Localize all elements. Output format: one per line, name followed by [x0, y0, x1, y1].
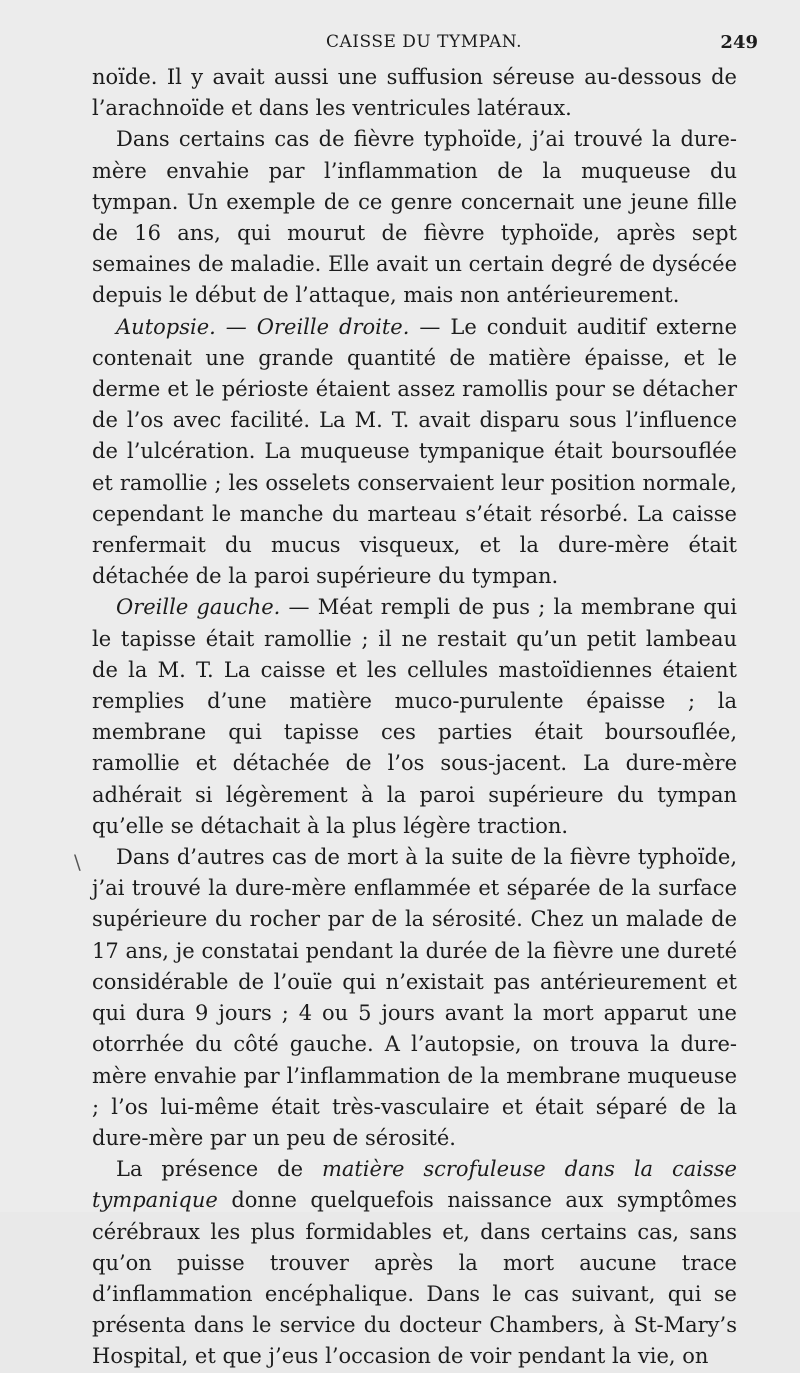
paragraph-text: — Le conduit auditif externe contenait une grande quantité de matière épaisse, et le derme et le périoste étaient assez ramollis pour se détacher de l’os avec facilité. La M. T. avait disparu sous l’influence de l’ulcération. La muqueuse tympanique était boursouflée et ramollie ; les osselets conservaient leur position normale, cependant le manche du marteau s’était résorbé. La caisse renfermait du mucus visqueux, et la dure-mère était détachée de la paroi supérieure du tympan. — [92, 314, 738, 589]
paragraph-lead-italic: Autopsie. — Oreille droite. — [116, 314, 410, 339]
paragraph-typhoid-case — [92, 124, 737, 311]
paragraph-left-ear — [92, 592, 737, 842]
paragraph-other-cases — [92, 842, 737, 1154]
paragraph-italic-phrase: matière scrofuleuse dans la caisse tympanique — [92, 1157, 737, 1213]
paragraph-text: — Méat rempli de pus ; la membrane qui le tapisse était ramollie ; il ne restait qu’un petit lambeau de la M. T. La caisse et les cellules mastoïdiennes étaient remplies d’une matière muco-purulente épaisse ; la membrane qui tapisse ces parties était boursouflée, ramollie et détachée de l’os sous-jacent. La dure-mère adhérait si légèrement à la paroi supérieure du tympan qu’elle se détachait à la plus légère traction. — [92, 595, 737, 838]
paragraph-text: Dans certains cas de fièvre typhoïde, j’ai trouvé la dure-mère envahie par l’inflammation de la muqueuse du tympan. Un exemple de ce genre concernait une jeune fille de 16 ans, qui mourut de fièvre typhoïde, après sept semaines de maladie. Elle avait un certain degré de dysécée depuis le début de l’attaque, mais non antérieurement. — [92, 127, 737, 308]
paragraph-text: Dans d’autres cas de mort à la suite de la fièvre typhoïde, j’ai trouvé la dure-mère enflammée et séparée de la surface supérieure du rocher par de la sérosité. Chez un malade de 17 ans, je constatai pendant la durée de la fièvre une dureté considérable de l’ouïe qui n’existait pas antérieurement et qui dura 9 jours ; 4 ou 5 jours avant la mort apparut une otorrhée du côté gauche. A l’autopsie, on trouva la dure-mère envahie par l’inflammation de la membrane muqueuse ; l’os lui-même était très-vasculaire et était séparé de la dure-mère par un peu de sérosité. — [92, 845, 737, 1150]
paragraph-scrofulous-matter — [92, 1154, 737, 1372]
paragraph-autopsy-right-ear — [92, 312, 737, 593]
page-header — [0, 32, 800, 60]
margin-mark: \ — [74, 850, 81, 874]
paragraph-text: donne quelquefois naissance aux symptômes cérébraux les plus formidables et, dans certains cas, sans qu’on puisse trouver après la mort aucune trace d’inflammation encéphalique. Dans le cas suivant, qui se présenta dans le service du docteur Chambers, à St-Mary’s Hospital, et que j’eus l’occasion de voir pendant la vie, on — [92, 1188, 737, 1369]
paragraph-lead: La présence de — [116, 1157, 322, 1182]
body-text — [92, 62, 737, 1373]
paragraph-text: noïde. Il y avait aussi une suffusion séreuse au-dessous de l’arachnoïde et dans les ventricules latéraux. — [92, 65, 737, 121]
paragraph-lead-italic: Oreille gauche. — [116, 595, 281, 620]
page-number: 249 — [720, 32, 758, 53]
paragraph-continuation — [92, 62, 737, 124]
running-title: CAISSE DU TYMPAN. — [326, 32, 522, 52]
